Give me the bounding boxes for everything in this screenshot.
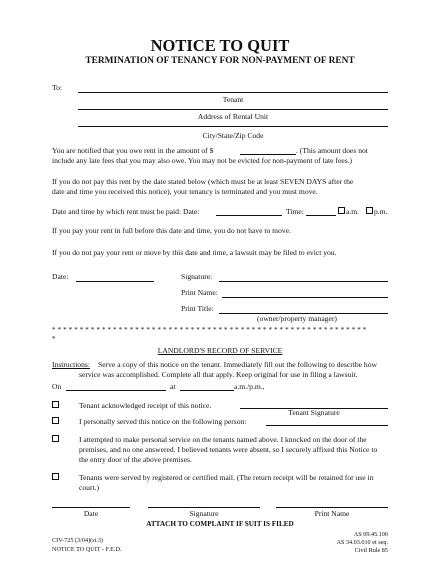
rent-owed-text: You are notified that you owe rent in the amount of $ [52,146,214,155]
statute-ref-3: Civil Rule 85 [354,547,388,554]
pay-by-date-label: Date and time by which rent must be paid: Date: [52,207,200,216]
print-name-caption: Print Name [314,509,350,518]
rent-owed-text-cont: . (This amount does not [296,146,368,155]
acknowledged-receipt-text: Tenant acknowledged receipt of this notice. [79,401,212,410]
instructions-text-line2: service was accomplished. Complete all that apply. Keep original for use in filing a lawsuit. [79,370,358,379]
server-print-name-field[interactable] [276,507,388,508]
page-subtitle: TERMINATION OF TENANCY FOR NON-PAYMENT OF RENT [85,56,355,66]
statute-ref-2: AS 34.03.010 et seq. [336,539,388,546]
address-caption: Address of Rental Unit [197,112,269,121]
deadline-text-line2: date and time you received this notice), your tenancy is terminated and you must move. [52,187,318,196]
instructions-text-line1: Serve a copy of this notice on the tenant. Immediately fill out the following to describe how [98,360,377,369]
tenant-signature-caption: Tenant Signature [288,408,340,417]
service-date-field[interactable] [66,390,166,391]
ampm-label: a.m./p.m., [234,382,265,391]
tenant-field[interactable] [78,92,388,93]
tenant-caption: Tenant [222,95,244,104]
page-title: NOTICE TO QUIT [150,36,290,55]
signature-field[interactable] [219,281,388,282]
city-field[interactable] [78,126,388,127]
star-separator: * * * * * * * * * * * * * * * * * * * * * * * * * * * * * * * * * * * * * * * * * * * * * * * * * * * * * * * * * [52,326,367,334]
certified-mail-text-line2: court.) [79,483,100,492]
on-label: On [52,382,62,391]
lawsuit-warning-text: If you do not pay your rent or move by this date and time, a lawsuit may be filed to evict you. [52,248,337,257]
at-label: at [170,382,176,391]
signature-label: Signature: [181,272,213,281]
service-date-signature-field[interactable] [52,507,130,508]
notice-date-field[interactable] [76,281,154,282]
affixed-to-door-text-line2: premises, and no one answered. I believed tenants were absent, so I securely affixed this Notice to [79,445,378,454]
form-name: NOTICE TO QUIT - F.E.D. [52,546,122,553]
pay-in-full-text: If you pay your rent in full before this date and time, you do not have to move. [52,226,291,235]
certified-mail-checkbox[interactable] [52,473,59,480]
affixed-to-door-text-line1: I attempted to make personal service on the tenants named above. I knocked on the door of the [79,435,367,444]
am-label: a.m. [346,207,360,216]
personally-served-checkbox[interactable] [52,417,59,424]
service-time-field[interactable] [180,390,234,391]
server-signature-field[interactable] [148,507,260,508]
served-person-field[interactable] [266,425,388,426]
acknowledged-receipt-checkbox[interactable] [52,401,59,408]
statute-ref-1: AS 09.45.100 [353,531,388,538]
service-record-heading: LANDLORD'S RECORD OF SERVICE [157,346,283,355]
instructions-label: Instructions: [52,360,90,369]
pm-checkbox[interactable] [366,207,373,214]
certified-mail-text-line1: Tenants were served by registered or certified mail. (The return receipt will be retained for use in [79,473,374,482]
form-number: CIV-725 (3/04)(st.3) [52,537,103,544]
date-caption: Date [83,509,99,518]
star-separator-tail: * [52,335,56,343]
affixed-to-door-text-line3: the entry door of the above premises. [79,455,192,464]
time-field[interactable] [306,215,336,216]
affixed-to-door-checkbox[interactable] [52,435,59,442]
print-title-label: Print Title: [181,304,214,313]
late-fees-text: include any late fees that you may also owe. You may not be evicted for non-payment of late fees.) [52,156,353,165]
rent-amount-field[interactable] [240,154,296,155]
signature-caption: Signature [189,509,219,518]
city-caption: City/State/Zip Code [202,131,264,140]
print-name-field[interactable] [222,297,388,298]
notice-date-label: Date: [52,272,69,281]
time-label: Time: [286,207,304,216]
address-field[interactable] [78,109,388,110]
attach-note: ATTACH TO COMPLAINT IF SUIT IS FILED [146,520,294,528]
personally-served-text: I personally served this notice on the following person: [79,417,247,426]
am-checkbox[interactable] [338,207,345,214]
print-name-label: Print Name: [181,288,218,297]
to-label: To: [52,83,63,92]
pay-by-date-field[interactable] [216,215,282,216]
owner-caption: (owner/property manager) [257,314,337,323]
pm-label: p.m. [374,207,388,216]
deadline-text-line1: If you do not pay this rent by the date stated below (which must be at least SEVEN DAYS after the [52,177,354,186]
